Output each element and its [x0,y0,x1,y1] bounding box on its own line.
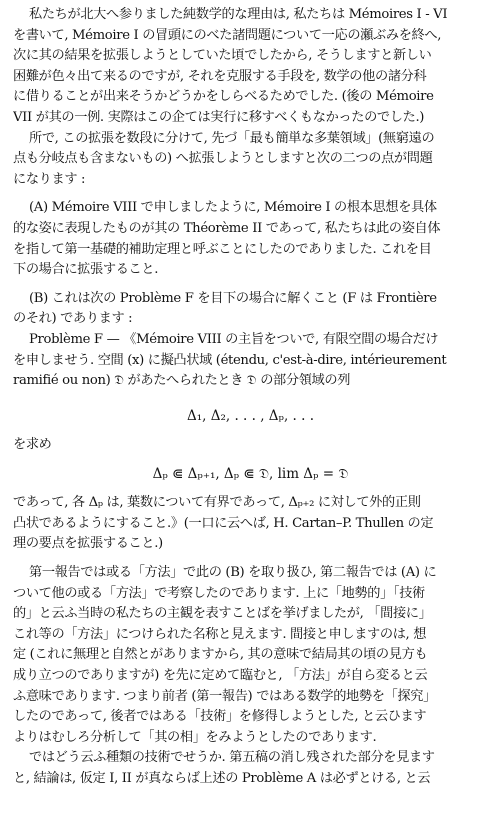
text-line: 理の要点を拡張すること.) [13,536,163,552]
text-line: を求め [13,436,52,452]
spacer [13,427,488,435]
paragraph-a [13,198,488,280]
problem-f-paragraph [13,330,488,392]
text-line: ではどう云ふ種類の技術でせうか. 第五稿の消し残された部分を見ます [29,750,435,766]
spacer [13,392,488,405]
text-line: ふ意味であります. つまり前者 (第一報告) ではある数学的地勢を「探究」 [13,688,436,704]
spacer [13,281,488,289]
text-line: 第一報告では或る「方法」で此の (B) を取り扱ひ, 第二報告では (A) に [29,565,437,581]
paragraph-b [13,289,488,330]
text-line: ramifié ou non) 𝔇 があたへられたとき 𝔇 の部分領域の列 [13,373,351,389]
text-line: であって, 各 Δₚ は, 葉数について有界であって, Δₚ₊₂ に対して外的正則 [13,495,421,511]
text-line: を申しませう. 空間 (x) に擬凸状域 (étendu, c'est-à-dire, intérieurement [13,352,447,368]
text-line: と, 結論は, 仮定 I, II が真ならば上述の Problème A は必ずとける, と云 [13,771,431,786]
sequence-formula: Δ₁, Δ₂, . . . , Δₚ, . . . [186,407,314,424]
text-line: (A) Mémoire VIII で申しましたように, Mémoire I の根本思想を具体 [29,200,437,216]
text-line: (B) これは次の Problème F を目下の場合に解くこと (F は Frontière [29,290,437,306]
paragraph-2 [13,129,488,191]
text-line: 成り立つのでありますが) を先に定めて臨むと, 「方法」が自ら変ると云 [13,668,428,684]
text-line: ついて他の或る「方法」で考察したのであります. 上に「地勢的」「技術 [13,585,425,601]
text-line: よりはむしろ分析して「其の相」をみようとしたのであります. [13,729,377,745]
spacer [13,485,488,493]
text-line: 的な姿に表現したものが其の Théorème II であって, 私たちは此の姿自体 [13,220,441,236]
text-line: を指して第一基礎的補助定理と呼ぶことにしたのでありました. これを目 [13,241,432,257]
text-line: 定 (これに無理と自然とがありますから, 其の意味で結局其の頃の見方も [13,647,428,663]
text-line: 凸状であるようにすること.》(一口に云へば, H. Cartan–P. Thullen の定 [13,515,434,531]
paragraph-1 [13,5,488,129]
text-line: 困難が色々出て来るのですが, それを克服する手段を, 数学の他の諸分科 [13,68,427,84]
text-line: になります : [13,171,86,187]
text-line: 所で, この拡張を数段に分けて, 先づ「最も簡単な多葉領域」(無窮遠の [29,130,435,146]
spacer [13,190,488,198]
text-line: のそれ) であります : [13,311,133,327]
text-line: したのであって, 後者ではある「技術」を修得しようとした, と云ひます [13,709,427,725]
text-line: に借りることが出来そうかどうかをしらべるためでした. (後の Mémoire [13,89,434,105]
text-line: 私たちが北大へ参りました純数学的な理由は, 私たちは Mémoires I - VI [29,7,448,22]
text-line: を書いて, Mémoire I の冒頭にのべた諸問題について一応の瀬ぶみを終へ, [13,27,442,43]
text-line: 点も分岐点も含まないもの) へ拡張しようとしますと次の二つの点が問題 [13,151,433,167]
text-line: 的」と云ふ当時の私たちの主観を表すことばを挙げましたが, 「間接に」 [13,606,432,622]
spacer [13,455,488,463]
spacer [13,555,488,563]
paragraph-4 [13,748,488,789]
paragraph-3 [13,563,488,748]
text-line: 下の場合に拡張すること. [13,262,159,278]
paragraph-after-formula [13,493,488,555]
condition-formula: Δₚ ⋐ Δₚ₊₁, Δₚ ⋐ 𝔇, lim Δₚ = 𝔇 [152,466,349,483]
text-line: VII が其の一例. 実際はこの企ては実行に移すべくもなかったのでした.) [13,109,425,125]
text-line: Problème F — 《Mémoire VIII の主旨をついで, 有限空間の場合だけ [29,331,439,347]
text-line: これ等の「方法」につけられた名称と見えます. 間接と申しますのは, 想 [13,626,427,642]
text-line: 次に其の結果を拡張しようとしていた頃でしたから, そうしますと新しい [13,48,432,64]
